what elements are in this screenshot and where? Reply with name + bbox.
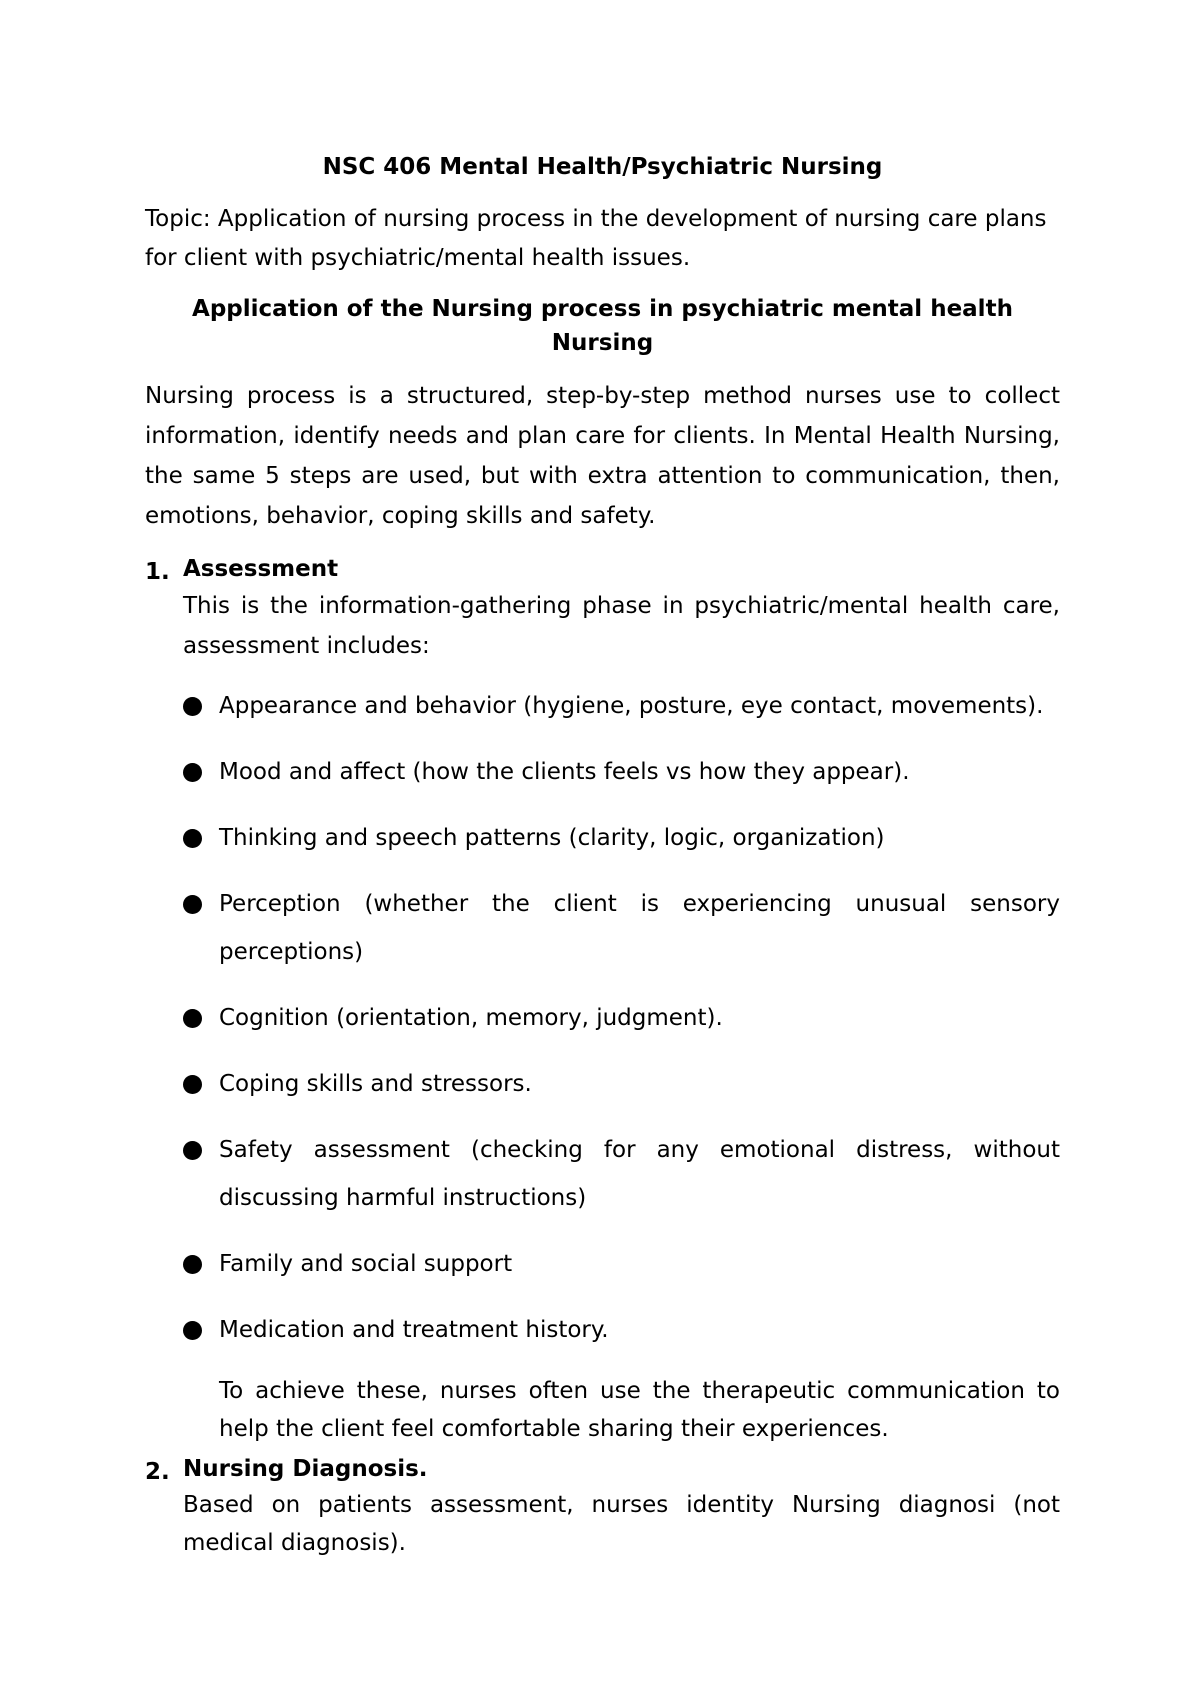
section-number: 2. — [145, 1459, 170, 1485]
list-item-text: Mood and affect (how the clients feels vs how they appear). — [219, 759, 910, 785]
bullet-icon — [183, 1009, 202, 1028]
bullet-icon — [183, 1255, 202, 1274]
section-number: 1. — [145, 559, 170, 585]
list-item-text: Thinking and speech patterns (clarity, logic, organization) — [219, 825, 885, 851]
section-nursing-diagnosis — [145, 1452, 1060, 1562]
list-item — [183, 880, 1060, 976]
section-title: Nursing Diagnosis. — [183, 1456, 428, 1482]
section-title: Assessment — [183, 556, 339, 582]
list-item — [183, 994, 1060, 1042]
intro-paragraph: Nursing process is a structured, step-by-step method nurses use to collect information, identify needs and plan care for clients. In Mental Health Nursing, the same 5 steps are used, but with extra attention to communication, then, emotions, behavior, coping skills and safety. — [145, 383, 1060, 529]
list-item-text: Perception (whether the client is experiencing unusual sensory perceptions) — [219, 891, 1060, 965]
list-item-text: Coping skills and stressors. — [219, 1071, 532, 1097]
list-item — [183, 1126, 1060, 1222]
list-item-text: Safety assessment (checking for any emotional distress, without discussing harmful instructions) — [219, 1137, 1060, 1211]
bullet-icon — [183, 697, 202, 716]
bullet-icon — [183, 1075, 202, 1094]
list-item-text: Cognition (orientation, memory, judgment). — [219, 1005, 723, 1031]
bullet-icon — [183, 829, 202, 848]
document-content — [145, 150, 1060, 1562]
bullet-icon — [183, 1141, 202, 1160]
section-body: Based on patients assessment, nurses identity Nursing diagnosi (not medical diagnosis). — [183, 1492, 1060, 1556]
section-assessment — [145, 552, 1060, 1448]
document-title: NSC 406 Mental Health/Psychiatric Nursing — [322, 154, 883, 180]
list-item-text: Appearance and behavior (hygiene, posture, eye contact, movements). — [219, 693, 1044, 719]
section-body: This is the information-gathering phase in psychiatric/mental health care, assessment includes: — [183, 593, 1060, 659]
bullet-icon — [183, 1321, 202, 1340]
list-item — [183, 814, 1060, 862]
list-item-text: Medication and treatment history. — [219, 1317, 609, 1343]
topic-paragraph: Topic: Application of nursing process in the development of nursing care plans for client with psychiatric/mental health issues. — [145, 206, 1047, 271]
list-item — [183, 1060, 1060, 1108]
list-item — [183, 748, 1060, 796]
list-item — [183, 1240, 1060, 1288]
list-item — [183, 1306, 1060, 1354]
section-heading: Application of the Nursing process in psychiatric mental health Nursing — [192, 296, 1013, 356]
bullet-icon — [183, 895, 202, 914]
assessment-closing-paragraph: To achieve these, nurses often use the therapeutic communication to help the client feel comfortable sharing their experiences. — [219, 1378, 1060, 1442]
bullet-icon — [183, 763, 202, 782]
list-item — [183, 682, 1060, 730]
assessment-bullet-list — [183, 682, 1060, 1354]
list-item-text: Family and social support — [219, 1251, 513, 1277]
